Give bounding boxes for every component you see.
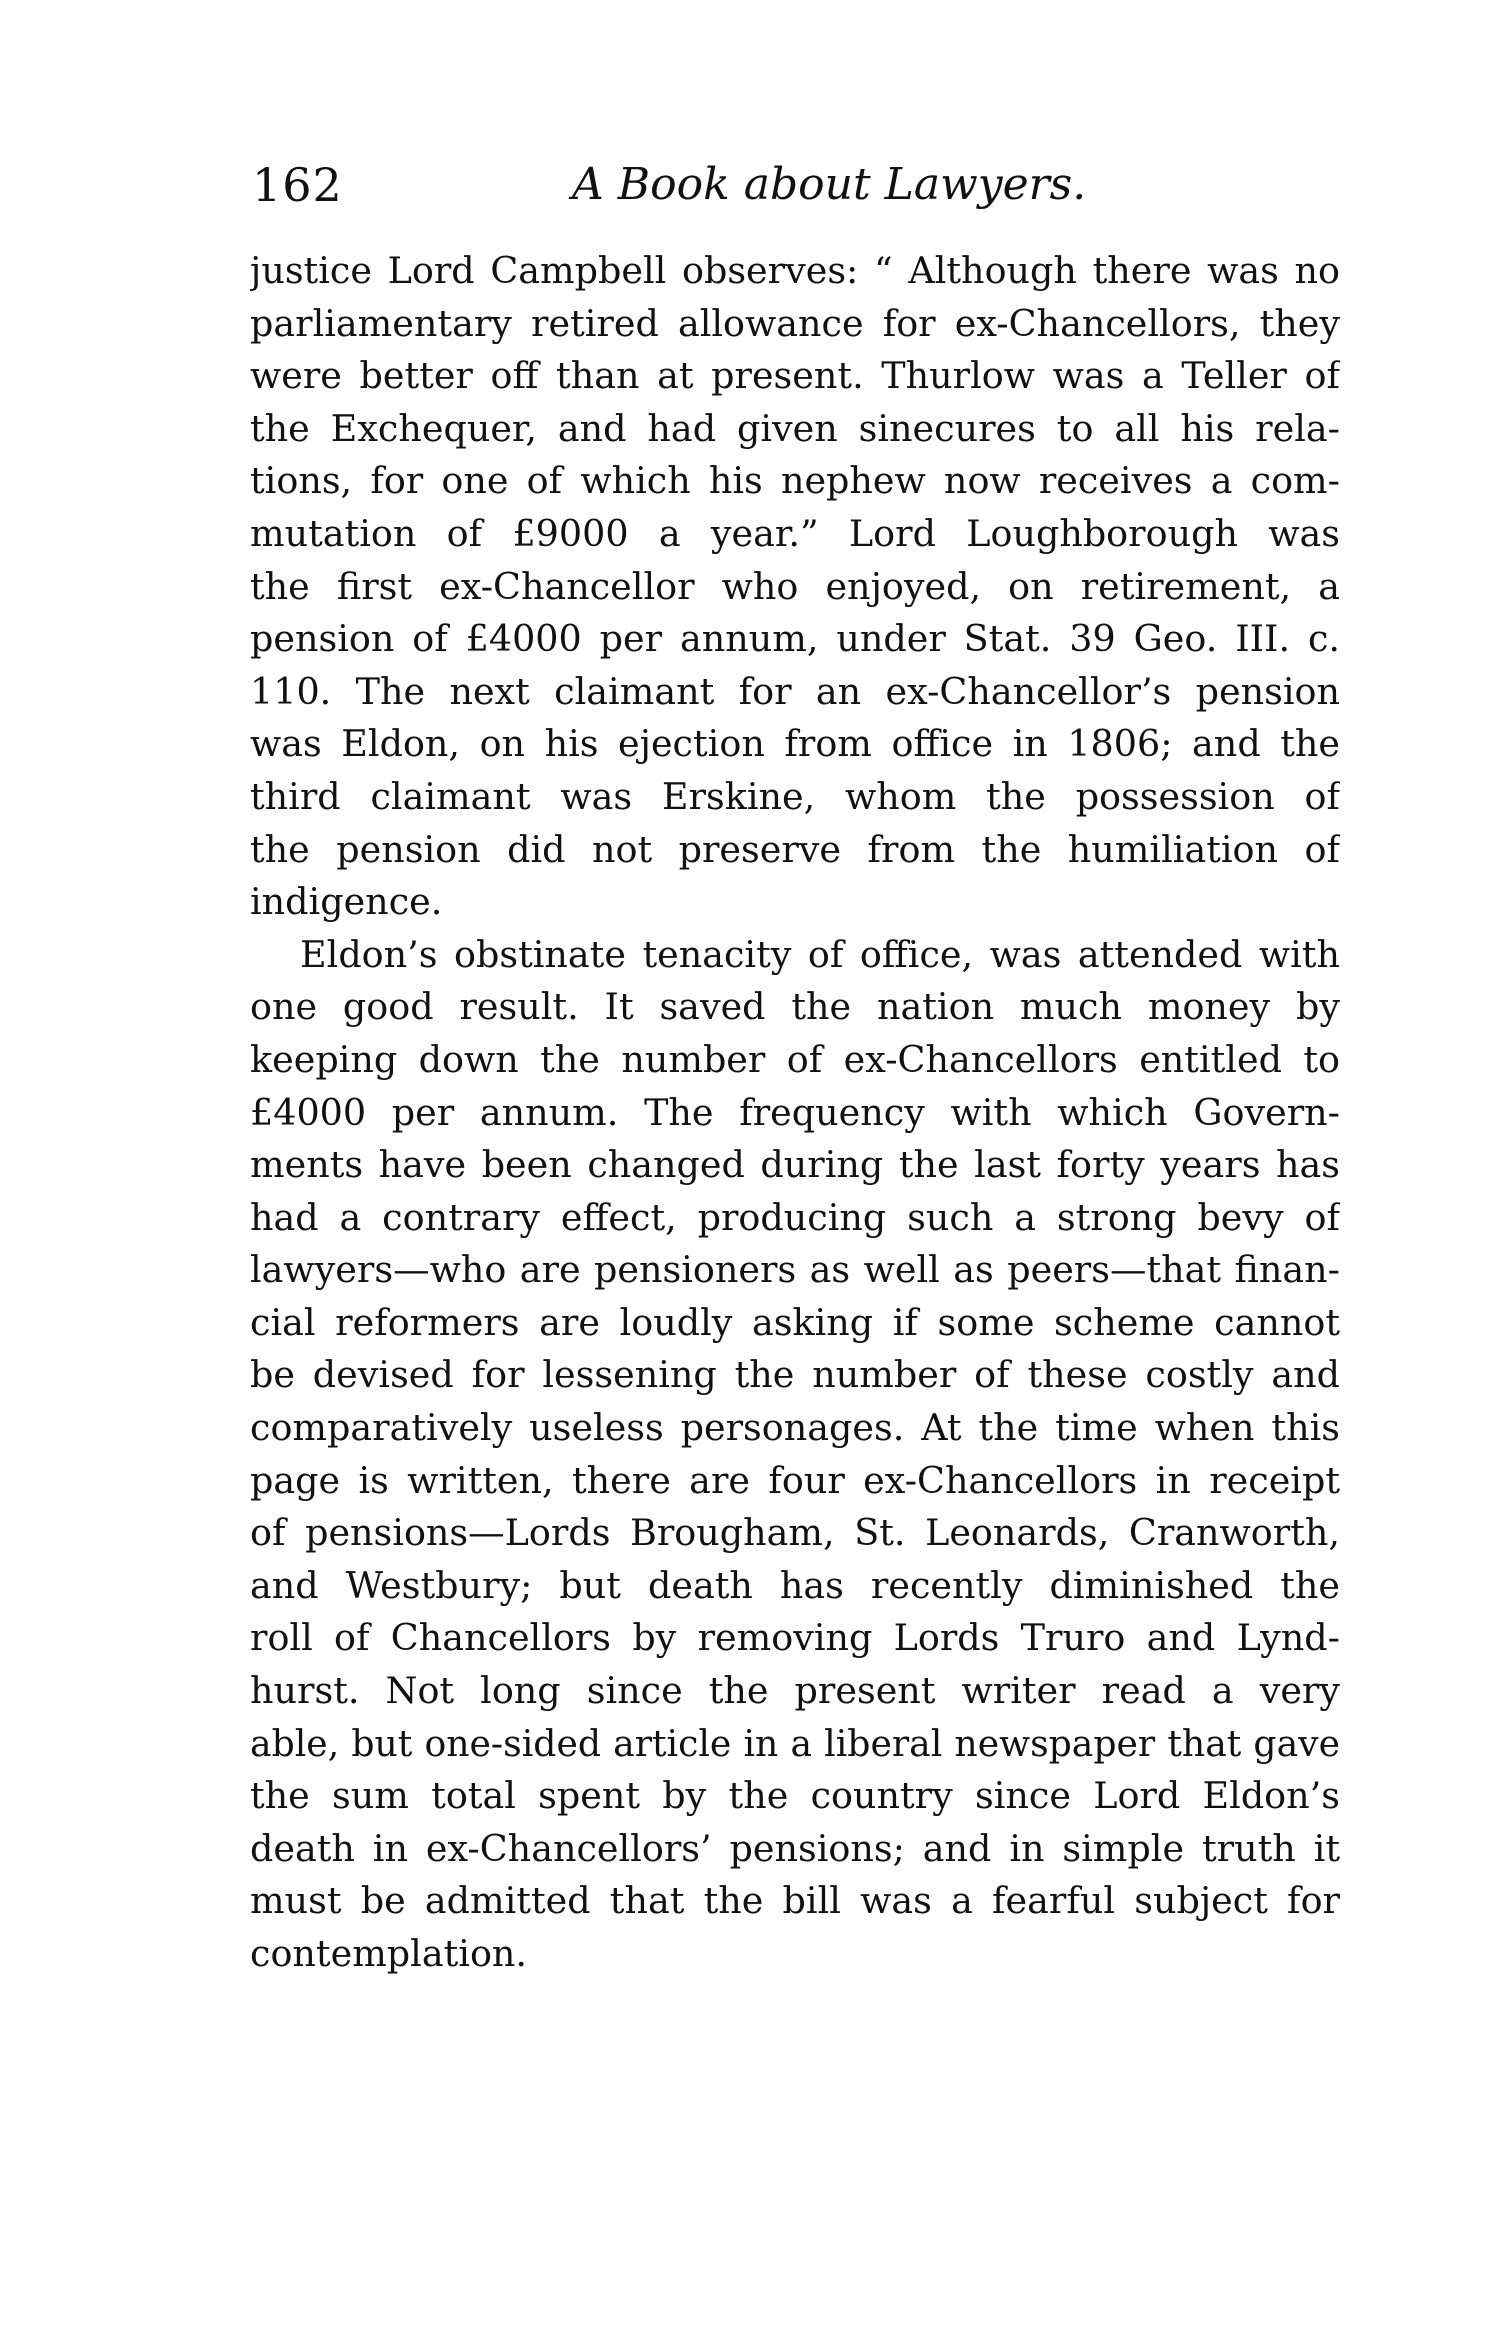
text-line: hurst. Not long since the present writer read a very <box>250 1669 1340 1713</box>
paragraph-2 <box>250 929 1340 1981</box>
text-line: one good result. It saved the nation much money by <box>250 985 1340 1029</box>
text-line: tions, for one of which his nephew now receives a com- <box>250 459 1340 503</box>
text-line: the sum total spent by the country since Lord Eldon’s <box>250 1774 1340 1818</box>
text-line: and Westbury; but death has recently diminished the <box>250 1563 1340 1607</box>
text-line: were better off than at present. Thurlow was a Teller of <box>250 354 1340 398</box>
text-line: mutation of £9000 a year.” Lord Loughborough was <box>250 511 1340 555</box>
text-line: £4000 per annum. The frequency with which Govern- <box>250 1090 1340 1134</box>
paragraph-1 <box>250 245 1340 929</box>
text-line: lawyers—who are pensioners as well as peers—that finan- <box>250 1248 1340 1292</box>
text-line: keeping down the number of ex-Chancellors entitled to <box>250 1037 1340 1081</box>
text-line: the first ex-Chancellor who enjoyed, on retirement, a <box>250 564 1340 608</box>
text-line: was Eldon, on his ejection from office in 1806; and the <box>250 722 1340 766</box>
text-line: had a contrary effect, producing such a strong bevy of <box>250 1195 1340 1239</box>
text-line: the pension did not preserve from the humiliation of <box>250 827 1340 871</box>
text-line: be devised for lessening the number of these costly and <box>250 1353 1340 1397</box>
text-line: cial reformers are loudly asking if some scheme cannot <box>250 1300 1340 1344</box>
page-number: 162 <box>252 158 343 212</box>
text-line: 110. The next claimant for an ex-Chancellor’s pension <box>250 669 1340 713</box>
text-line: ments have been changed during the last forty years has <box>250 1143 1340 1187</box>
text-line: pension of £4000 per annum, under Stat. 39 Geo. III. c. <box>250 617 1340 661</box>
text-line: third claimant was Erskine, whom the possession of <box>250 774 1340 818</box>
text-line: contemplation. <box>250 1932 528 1975</box>
text-line: comparatively useless personages. At the time when this <box>250 1406 1340 1450</box>
text-line: Eldon’s obstinate tenacity of office, was attended with <box>300 932 1340 976</box>
page-header <box>250 150 1340 220</box>
text-line: death in ex-Chancellors’ pensions; and in simple truth it <box>250 1826 1340 1870</box>
text-line: justice Lord Campbell observes: “ Although there was no <box>250 249 1340 292</box>
text-line: roll of Chancellors by removing Lords Truro and Lynd- <box>250 1616 1340 1660</box>
running-title: A Book about Lawyers. <box>572 159 1087 210</box>
text-line: able, but one-sided article in a liberal newspaper that gave <box>250 1721 1340 1765</box>
text-line: of pensions—Lords Brougham, St. Leonards, Cranworth, <box>250 1511 1340 1555</box>
text-line: parliamentary retired allowance for ex-Chancellors, they <box>250 301 1340 345</box>
text-line: the Exchequer, and had given sinecures to all his rela- <box>250 406 1340 450</box>
text-line: page is written, there are four ex-Chancellors in receipt <box>250 1458 1340 1502</box>
text-line: indigence. <box>250 880 443 924</box>
body-text <box>250 245 1340 1981</box>
text-line: must be admitted that the bill was a fearful subject for <box>250 1879 1340 1923</box>
